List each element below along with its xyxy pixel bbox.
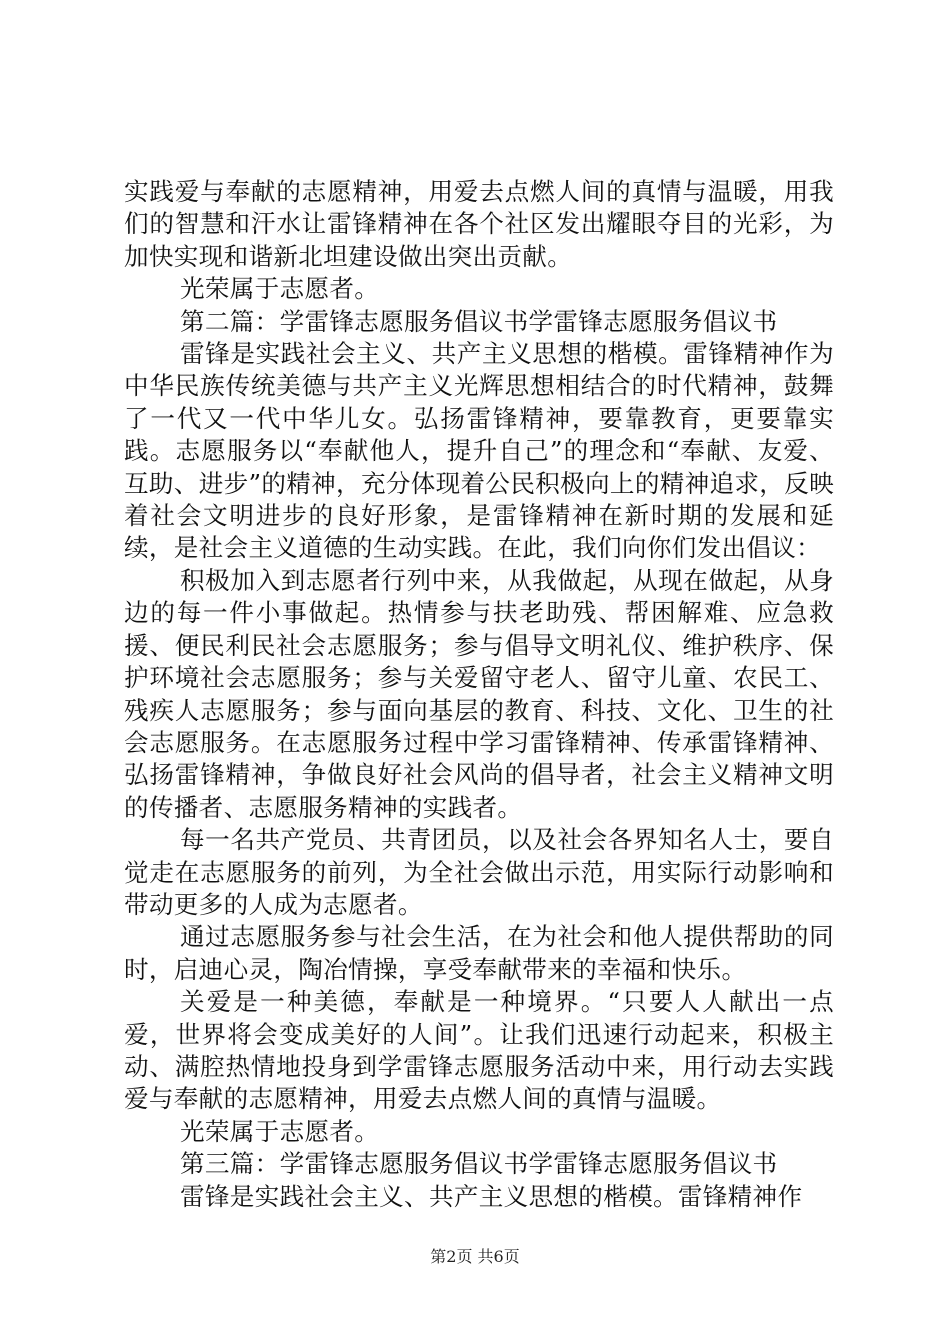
paragraph-continuation: 实践爱与奉献的志愿精神，用爱去点燃人间的真情与温暖，用我们的智慧和汗水让雷锋精神在各个社区发出耀眼夺目的光彩，为加快实现和谐新北坦建设做出突出贡献。 <box>124 177 834 271</box>
paragraph-party-members: 每一名共产党员、共青团员，以及社会各界知名人士，要自觉走在志愿服务的前列，为全社会做出示范，用实际行动影响和带动更多的人成为志愿者。 <box>124 825 834 919</box>
paragraph-closing-line: 光荣属于志愿者。 <box>180 274 380 304</box>
paragraph-closing-line-2: 光荣属于志愿者。 <box>180 1116 380 1146</box>
section-heading-2: 第二篇：学雷锋志愿服务倡议书学雷锋志愿服务倡议书 <box>180 306 778 336</box>
paragraph-proposal: 积极加入到志愿者行列中来，从我做起，从现在做起，从身边的每一件小事做起。热情参与扶老助残、帮困解难、应急救援、便民利民社会志愿服务；参与倡导文明礼仪、维护秩序、保护环境社会志愿服务；参与关爱留守老人、留守儿童、农民工、残疾人志愿服务；参与面向基层的教育、科技、文化、卫生的社会志愿服务。在志愿服务过程中学习雷锋精神、传承雷锋精神、弘扬雷锋精神，争做良好社会风尚的倡导者，社会主义精神文明的传播者、志愿服务精神的实践者。 <box>124 565 834 822</box>
paragraph-social-life: 通过志愿服务参与社会生活，在为社会和他人提供帮助的同时，启迪心灵，陶冶情操，享受奉献带来的幸福和快乐。 <box>124 922 834 984</box>
document-body <box>124 176 834 1213</box>
page-footer: 第2页 共6页 <box>430 1247 520 1266</box>
paragraph-intro: 雷锋是实践社会主义、共产主义思想的楷模。雷锋精神作为中华民族传统美德与共产主义光辉思想相结合的时代精神，鼓舞了一代又一代中华儿女。弘扬雷锋精神，要靠教育，更要靠实践。志愿服务以“奉献他人，提升自己”的理念和“奉献、友爱、互助、进步”的精神，充分体现着公民积极向上的精神追求，反映着社会文明进步的良好形象，是雷锋精神在新时期的发展和延续，是社会主义道德的生动实践。在此，我们向你们发出倡议： <box>124 339 834 563</box>
paragraph-call-to-action: 关爱是一种美德，奉献是一种境界。“只要人人献出一点爱，世界将会变成美好的人间”。让我们迅速行动起来，积极主动、满腔热情地投身到学雷锋志愿服务活动中来，用行动去实践爱与奉献的志愿精神，用爱去点燃人间的真情与温暖。 <box>124 987 834 1114</box>
paragraph-intro-3: 雷锋是实践社会主义、共产主义思想的楷模。雷锋精神作 <box>180 1181 803 1211</box>
section-heading-3: 第三篇：学雷锋志愿服务倡议书学雷锋志愿服务倡议书 <box>180 1149 778 1179</box>
